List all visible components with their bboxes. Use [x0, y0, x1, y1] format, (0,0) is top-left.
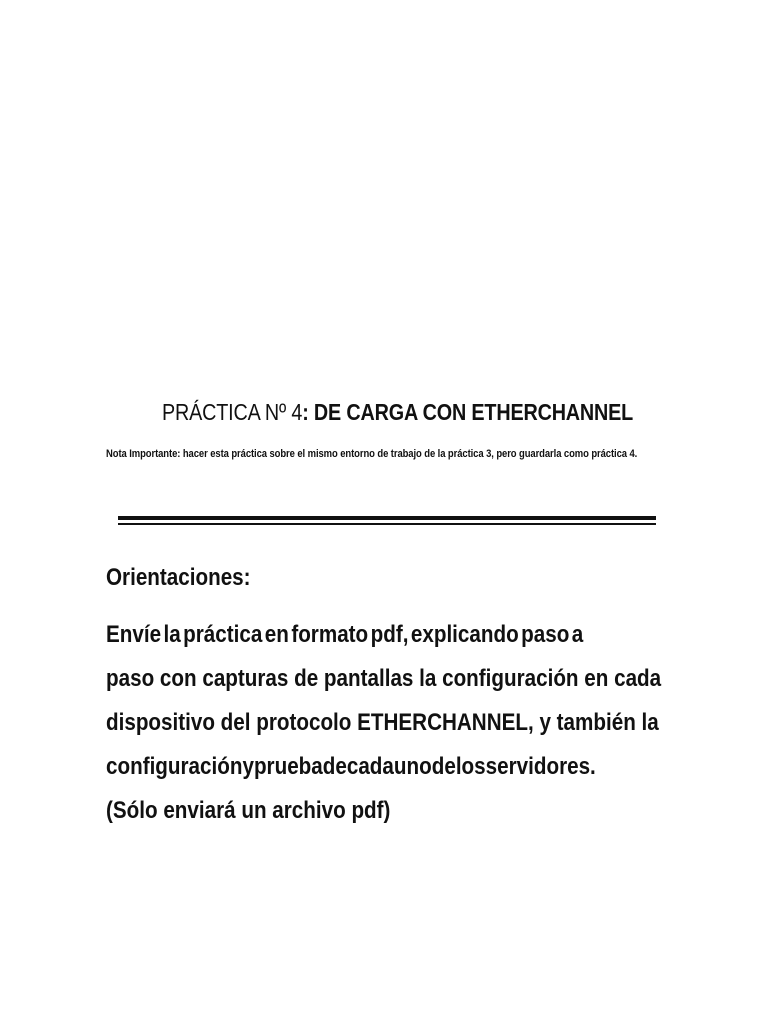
word: de	[322, 753, 347, 780]
word: de	[431, 753, 456, 780]
paragraph-line-3: dispositivo del protocolo ETHERCHANNEL, y también la	[106, 709, 659, 736]
note-text: hacer esta práctica sobre el mismo entorno de trabajo de la práctica 3, pero guardarla como práctica 4.	[182, 448, 638, 460]
divider-thin-line	[118, 523, 656, 525]
word: Envíe	[106, 621, 162, 648]
word: prueba	[253, 753, 323, 780]
note-label: Nota Importante:	[106, 448, 181, 460]
word: formato	[291, 621, 369, 648]
word: paso	[521, 621, 570, 648]
paragraph-lines	[106, 617, 661, 837]
paragraph-line-4	[106, 749, 596, 793]
section-heading: Orientaciones:	[106, 564, 251, 591]
divider-thick-line	[118, 516, 656, 520]
word: servidores.	[485, 753, 596, 780]
important-note	[106, 442, 656, 466]
instructions-paragraph	[106, 617, 661, 837]
word: cada	[346, 753, 394, 780]
word: y	[242, 753, 254, 780]
paragraph-line-5: (Sólo enviará un archivo pdf)	[106, 797, 391, 824]
word: configuración	[106, 753, 243, 780]
word: en	[264, 621, 289, 648]
word: uno	[393, 753, 432, 780]
paragraph-line-1	[106, 617, 583, 661]
word: los	[455, 753, 486, 780]
paragraph-line-2: paso con capturas de pantallas la configuración en cada	[106, 665, 662, 692]
word: pdf,	[370, 621, 409, 648]
word: a	[571, 621, 584, 648]
title-prefix: PRÁCTICA Nº 4	[162, 399, 303, 425]
page-title	[162, 396, 634, 428]
word: la	[163, 621, 181, 648]
word: práctica	[183, 621, 263, 648]
word: explicando	[410, 621, 519, 648]
title-main: : DE CARGA CON ETHERCHANNEL	[302, 399, 634, 425]
double-divider	[118, 516, 656, 525]
